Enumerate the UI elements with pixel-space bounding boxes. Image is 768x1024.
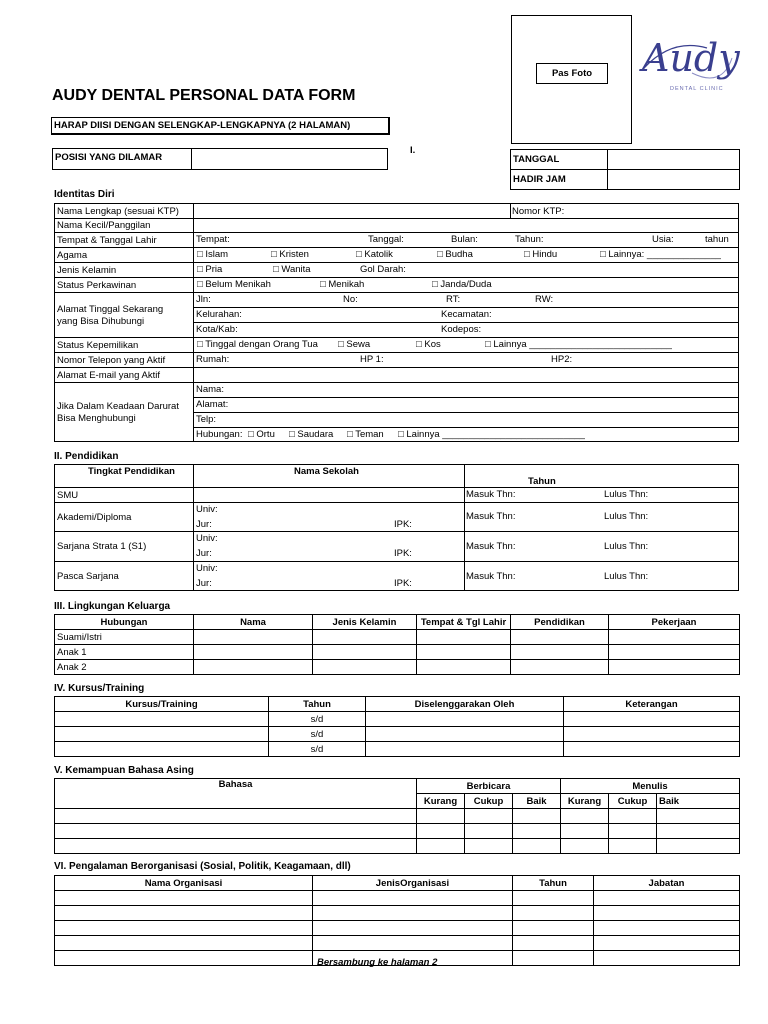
darurat-label-2: Bisa Menghubungi [57,413,136,424]
usia-field[interactable]: Usia: [652,234,674,245]
clinic-logo [632,28,742,103]
pasca-label: Pasca Sarjana [57,571,119,582]
kursus-tahun-sd[interactable]: s/d [269,727,366,742]
level-header: Kurang [417,794,465,809]
agama-option[interactable]: □ Islam [197,249,229,260]
organisasi-table [54,875,740,966]
table-cell-input[interactable] [513,891,594,906]
hubungan-option[interactable]: □ Lainnya ___________________________ [398,429,585,440]
kursus-tahun-sd[interactable]: s/d [269,742,366,757]
tanggal-label: TANGGAL [511,150,608,170]
pria-option[interactable]: □ Pria [197,264,223,275]
table-cell-input[interactable] [55,891,313,906]
kursus-title: IV. Kursus/Training [54,683,145,694]
table-cell-input[interactable] [594,921,740,936]
table-cell-input[interactable] [55,906,313,921]
status-kepemilikan-label: Status Kepemilikan [57,340,139,351]
organisasi-header: Nama Organisasi [55,876,313,891]
kursus-tahun-sd[interactable]: s/d [269,712,366,727]
table-cell-input[interactable] [513,839,561,854]
nomor-ktp-label[interactable]: Nomor KTP: [512,206,565,217]
gol-darah-field[interactable]: Gol Darah: [360,264,406,275]
table-row [55,727,740,742]
tahun-field[interactable]: Tahun: [515,234,544,245]
tanggal-input[interactable] [608,150,740,170]
section-i-label: I. [410,145,416,156]
pasca-univ[interactable]: Univ: [196,563,218,574]
alamat-label-2: yang Bisa Dihubungi [57,316,145,327]
table-row [55,824,740,839]
table-cell-input[interactable] [194,645,313,660]
kecamatan-field[interactable]: Kecamatan: [441,309,492,320]
rt-field[interactable]: RT: [446,294,461,305]
keluarga-header: Nama [194,615,313,630]
pendidikan-header-nama: Nama Sekolah [294,466,359,477]
organisasi-header: Jabatan [594,876,740,891]
table-cell-input[interactable] [594,951,740,966]
s1-jur[interactable]: Jur: [196,548,212,559]
diploma-univ[interactable]: Univ: [196,504,218,515]
agama-option[interactable]: □ Kristen [271,249,309,260]
milik-option[interactable]: □ Sewa [338,339,371,350]
table-cell-input[interactable] [564,727,740,742]
organisasi-header: Tahun [513,876,594,891]
keluarga-header: Hubungan [55,615,194,630]
telepon-label: Nomor Telepon yang Aktif [57,355,166,366]
table-row [55,891,740,906]
agama-label: Agama [57,250,88,261]
ttl-label: Tempat & Tanggal Lahir [57,235,157,246]
diploma-ipk[interactable]: IPK: [394,519,412,530]
darurat-alamat-field[interactable]: Alamat: [196,399,229,410]
table-cell-input[interactable] [465,809,513,824]
pendidikan-title: II. Pendidikan [54,451,119,462]
table-cell-input[interactable] [55,936,313,951]
table-cell-input[interactable] [417,824,465,839]
hubungan-option[interactable]: □ Saudara [289,429,334,440]
keluarga-row-label: Anak 2 [55,660,194,675]
smu-lulus[interactable]: Lulus Thn: [604,489,649,500]
logo-text: Audy [642,36,740,80]
table-cell-input[interactable] [564,742,740,757]
pasca-ipk[interactable]: IPK: [394,578,412,589]
table-cell-input[interactable] [609,630,740,645]
table-cell-input[interactable] [55,712,269,727]
kursus-header: Diselenggarakan Oleh [366,697,564,712]
table-cell-input[interactable] [513,809,561,824]
form-title: AUDY DENTAL PERSONAL DATA FORM [52,87,356,104]
continued-note: Bersambung ke halaman 2 [317,957,438,968]
table-cell-input[interactable] [609,809,657,824]
table-cell-input[interactable] [513,906,594,921]
milik-option[interactable]: □ Tinggal dengan Orang Tua [197,339,318,350]
hadir-jam-input[interactable] [608,170,740,190]
keluarga-header: Jenis Kelamin [313,615,417,630]
table-cell-input[interactable] [366,712,564,727]
posisi-input[interactable] [191,148,388,170]
smu-masuk[interactable]: Masuk Thn: [466,489,516,500]
alamat-label: Alamat Tinggal Sekarang [57,304,164,315]
kota-field[interactable]: Kota/Kab: [196,324,238,335]
table-cell-input[interactable] [55,727,269,742]
identitas-title: Identitas Diri [54,189,115,200]
table-cell-input[interactable] [561,839,609,854]
hubungan-option[interactable]: □ Ortu [248,429,275,440]
email-label: Alamat E-mail yang Aktif [57,370,160,381]
agama-option[interactable]: □ Budha [437,249,473,260]
diploma-jur[interactable]: Jur: [196,519,212,530]
table-row [55,742,740,757]
s1-univ[interactable]: Univ: [196,533,218,544]
table-cell-input[interactable] [513,824,561,839]
s1-label: Sarjana Strata 1 (S1) [57,541,147,552]
diploma-lulus[interactable]: Lulus Thn: [604,511,649,522]
pendidikan-header-tahun: Tahun [528,476,556,487]
table-cell-input[interactable] [313,645,417,660]
pasca-masuk[interactable]: Masuk Thn: [466,571,516,582]
pasca-jur[interactable]: Jur: [196,578,212,589]
table-cell-input[interactable] [55,742,269,757]
keluarga-table [54,614,740,675]
table-row [55,839,740,854]
table-cell-input[interactable] [366,727,564,742]
keluarga-row-label: Anak 1 [55,645,194,660]
kursus-header: Tahun [269,697,366,712]
table-cell-input[interactable] [465,824,513,839]
keluarga-header: Tempat & Tgl Lahir [417,615,511,630]
jln-field[interactable]: Jln: [196,294,211,305]
level-header: Cukup [465,794,513,809]
diploma-label: Akademi/Diploma [57,512,132,523]
table-row [55,630,740,645]
logo-subtext: DENTAL CLINIC [670,86,724,92]
pasca-lulus[interactable]: Lulus Thn: [604,571,649,582]
hp2-field[interactable]: HP2: [551,354,573,365]
table-cell-input[interactable] [417,630,511,645]
pas-foto-label: Pas Foto [536,63,608,84]
email-input[interactable] [194,368,739,382]
table-row [55,906,740,921]
keluarga-title: III. Lingkungan Keluarga [54,601,171,612]
table-cell-input[interactable] [55,824,417,839]
s1-masuk[interactable]: Masuk Thn: [466,541,516,552]
pendidikan-header-tingkat: Tingkat Pendidikan [88,466,175,477]
wanita-option[interactable]: □ Wanita [273,264,311,275]
table-cell-input[interactable] [657,824,740,839]
tanggal-field[interactable]: Tanggal: [368,234,404,245]
level-header: Baik [513,794,561,809]
table-cell-input[interactable] [561,824,609,839]
bahasa-title: V. Kemampuan Bahasa Asing [54,765,194,776]
table-cell-input[interactable] [313,660,417,675]
agama-option[interactable]: □ Katolik [356,249,393,260]
table-cell-input[interactable] [511,630,609,645]
table-cell-input[interactable] [313,906,513,921]
hp1-field[interactable]: HP 1: [360,354,384,365]
table-row [55,712,740,727]
s1-ipk[interactable]: IPK: [394,548,412,559]
table-cell-input[interactable] [561,809,609,824]
hadir-jam-label: HADIR JAM [511,170,608,190]
table-cell-input[interactable] [313,630,417,645]
darurat-nama-field[interactable]: Nama: [196,384,224,395]
table-row [55,921,740,936]
table-cell-input[interactable] [511,645,609,660]
smu-label: SMU [57,490,79,501]
table-cell-input[interactable] [55,951,313,966]
nama-kecil-label: Nama Kecil/Panggilan [57,220,151,231]
darurat-label: Jika Dalam Keadaan Darurat [57,401,179,412]
table-cell-input[interactable] [417,660,511,675]
kawin-option[interactable]: □ Janda/Duda [432,279,492,290]
kursus-table [54,696,740,757]
kawin-option[interactable]: □ Belum Menikah [197,279,271,290]
table-cell-input[interactable] [417,645,511,660]
table-cell-input[interactable] [513,936,594,951]
berbicara-header: Berbicara [417,779,561,794]
table-row [55,660,740,675]
table-cell-input[interactable] [657,809,740,824]
bahasa-header: Bahasa [55,779,417,809]
table-cell-input[interactable] [594,906,740,921]
table-cell-input[interactable] [513,921,594,936]
table-cell-input[interactable] [366,742,564,757]
table-cell-input[interactable] [194,630,313,645]
table-cell-input[interactable] [194,660,313,675]
table-cell-input[interactable] [609,645,740,660]
table-cell-input[interactable] [564,712,740,727]
tempat-field[interactable]: Tempat: [196,234,230,245]
table-cell-input[interactable] [511,660,609,675]
table-row [55,936,740,951]
s1-lulus[interactable]: Lulus Thn: [604,541,649,552]
table-row [55,809,740,824]
menulis-header: Menulis [561,779,740,794]
no-field[interactable]: No: [343,294,358,305]
table-cell-input[interactable] [465,839,513,854]
organisasi-title: VI. Pengalaman Berorganisasi (Sosial, Politik, Keagamaan, dll) [54,861,351,872]
table-row [55,645,740,660]
table-cell-input[interactable] [55,809,417,824]
tanggal-table [510,149,740,190]
table-cell-input[interactable] [417,839,465,854]
table-cell-input[interactable] [609,660,740,675]
rw-field[interactable]: RW: [535,294,554,305]
rumah-field[interactable]: Rumah: [196,354,230,365]
keluarga-header: Pendidikan [511,615,609,630]
diploma-masuk[interactable]: Masuk Thn: [466,511,516,522]
kodepos-field[interactable]: Kodepos: [441,324,482,335]
level-header: Kurang [561,794,609,809]
table-cell-input[interactable] [657,839,740,854]
table-cell-input[interactable] [594,936,740,951]
table-cell-input[interactable] [55,921,313,936]
table-cell-input[interactable] [513,951,594,966]
status-perkawinan-label: Status Perkawinan [57,280,137,291]
table-cell-input[interactable] [609,839,657,854]
table-cell-input[interactable] [594,891,740,906]
bahasa-table [54,778,740,854]
table-cell-input[interactable] [609,824,657,839]
instruction-box: HARAP DIISI DENGAN SELENGKAP-LENGKAPNYA (2 HALAMAN) [51,117,390,135]
hubungan-option[interactable]: □ Teman [347,429,384,440]
usia-unit: tahun [705,234,729,245]
kelurahan-field[interactable]: Kelurahan: [196,309,242,320]
table-cell-input[interactable] [417,809,465,824]
organisasi-header: JenisOrganisasi [313,876,513,891]
level-header: Baik [657,794,740,809]
level-header: Cukup [609,794,657,809]
table-cell-input[interactable] [313,936,513,951]
agama-option[interactable]: □ Hindu [524,249,558,260]
milik-option[interactable]: □ Kos [416,339,441,350]
hubungan-label: Hubungan: [196,429,243,440]
kursus-header: Keterangan [564,697,740,712]
table-cell-input[interactable] [313,891,513,906]
kawin-option[interactable]: □ Menikah [320,279,365,290]
posisi-label: POSISI YANG DILAMAR [52,148,192,170]
keluarga-row-label: Suami/Istri [55,630,194,645]
kursus-header: Kursus/Training [55,697,269,712]
milik-option[interactable]: □ Lainnya ___________________________ [485,339,672,350]
darurat-telp-field[interactable]: Telp: [196,414,217,425]
bulan-field[interactable]: Bulan: [451,234,478,245]
table-cell-input[interactable] [55,839,417,854]
keluarga-header: Pekerjaan [609,615,740,630]
nama-lengkap-label: Nama Lengkap (sesuai KTP) [57,206,179,217]
agama-option[interactable]: □ Lainnya: ______________ [600,249,721,260]
jenis-kelamin-label: Jenis Kelamin [57,265,117,276]
table-cell-input[interactable] [313,921,513,936]
